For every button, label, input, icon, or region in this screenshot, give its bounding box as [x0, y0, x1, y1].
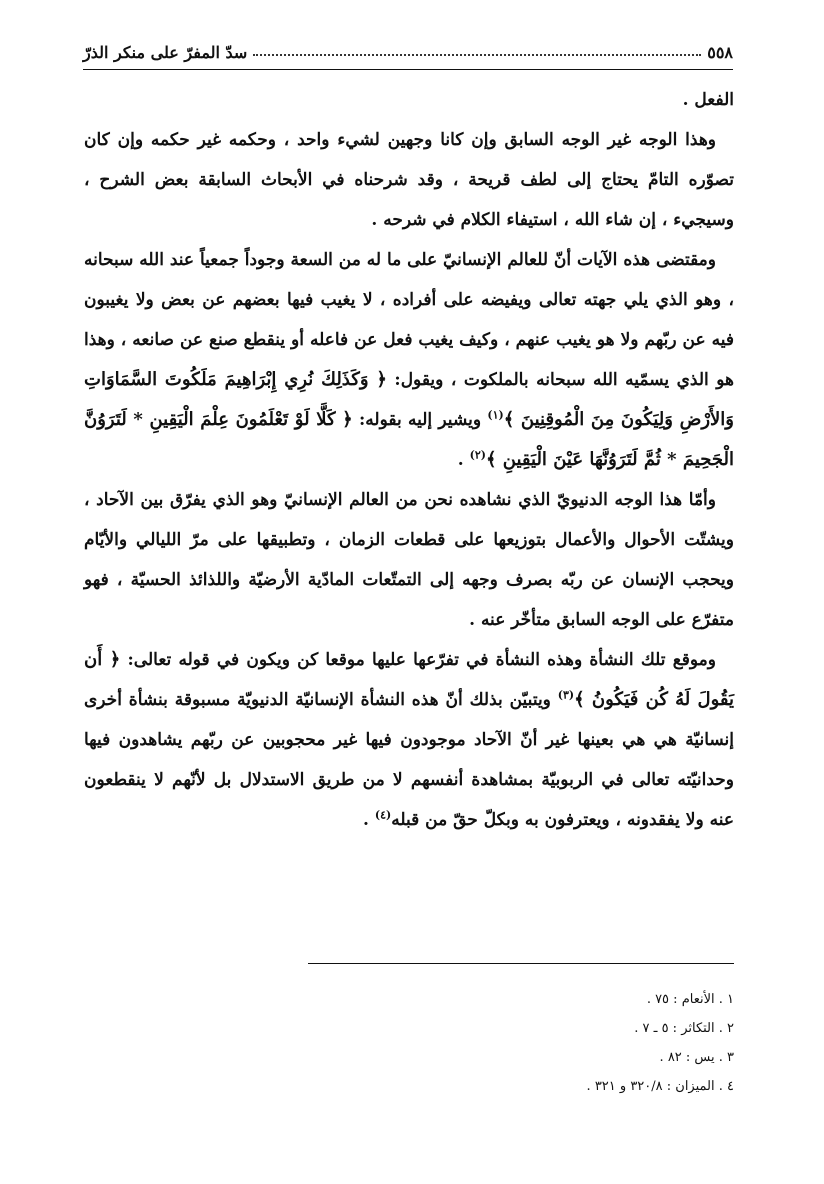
paragraph [84, 240, 734, 480]
text-run: الفعل . [682, 90, 734, 110]
text-run: ويتبيّن بذلك أنّ هذه النشأة الإنسانيّة الدنيويّة مسبوقة بنشأة أخرى إنسانيّة هي هي بعينها غير أنّ الآحاد موجودون فيها غير محجوبين عن ربّهم يشاهدون فيها وحدانيّته تعالى في الربوبيّة بمشاهدة أنفسهم لا من طريق الاستدلال بل لأنّهم لا ينقطعون عنه ولا يفقدونه ، ويعترفون به وبكلّ حقّ من قبله [84, 690, 734, 830]
text-run: ومقتضى هذه الآيات أنّ للعالم الإنسانيّ على ما له من السعة وجوداً جمعياً عند الله سبحانه ، وهو الذي يلي جهته تعالى ويفيضه على أفراده ، لا يغيب فيها بعضهم عن بعض ولا يغيبون فيه عن ربّهم ولا هو يغيب عنهم ، وكيف يغيب فعل عن فاعله أو ينقطع صنع عن صانعه ، وهذا هو الذي يسمّيه الله سبحانه بالملكوت ، ويقول: [84, 250, 734, 390]
text-run: وأمّا هذا الوجه الدنيويّ الذي نشاهده نحن من العالم الإنسانيّ وهو الذي يفرّق بين الآحاد ، ويشتّت الأحوال والأعمال بتوزيعها على قطعات الزمان ، وتطبيقها على مرّ الليالي والأيّام ويحجب الإنسان عن ربّه بصرف وجهه إلى التمتّعات المادّية الأرضيّة واللذائذ الحسيّة ، فهو متفرّع على الوجه السابق متأخّر عنه . [84, 490, 734, 630]
running-title: سدّ المفرّ على منكر الذرّ [83, 43, 248, 62]
text-run: وموقع تلك النشأة وهذه النشأة في تفرّعها عليها موقعا كن ويكون في قوله تعالى: [120, 650, 716, 670]
text-run: ويشير إليه بقوله: [352, 410, 488, 430]
footnote: ١ . الأنعام : ٧٥ . [646, 992, 734, 1007]
quran-verse: ﴿ وَكَذَلِكَ نُرِي إِبْرَاهِيمَ مَلَكُوتَ السَّمَاوَاتِ وَالأَرْضِ وَلِيَكُونَ مِنَ الْمُوقِنِينَ ﴾ [84, 369, 734, 430]
text-run: وهذا الوجه غير الوجه السابق وإن كانا وجهين لشيء واحد ، وحكمه غير حكمه وإن كان تصوّره التامّ يحتاج إلى لطف قريحة ، وقد شرحناه في الأبحاث السابقة بعض الشرح ، وسيجيء ، إن شاء الله ، استيفاء الكلام في شرحه . [84, 130, 734, 230]
footnote: ٢ . التكاثر : ٥ ـ ٧ . [634, 1021, 734, 1036]
paragraph [84, 120, 734, 240]
footnote-reference: (٤) [374, 808, 392, 822]
paragraph [84, 640, 734, 840]
footnote-reference: (٢) [469, 448, 486, 462]
quran-verse: ﴿ أَن يَقُولَ لَهُ كُن فَيَكُونُ ﴾ [84, 649, 734, 710]
footnotes [84, 985, 734, 1101]
paragraph [84, 480, 734, 640]
text-run: . [457, 450, 470, 470]
page-number: ٥٥٨ [707, 43, 733, 62]
header-dot-leader [253, 53, 701, 56]
footnote: ٤ . الميزان : ٣٢٠/٨ و ٣٢١ . [586, 1079, 734, 1094]
header-divider [83, 69, 733, 70]
paragraph [84, 80, 734, 120]
footnote: ٣ . يس : ٨٢ . [659, 1050, 734, 1065]
main-text [84, 80, 734, 840]
footnote-divider [308, 963, 734, 964]
footnote-reference: (١) [487, 408, 504, 422]
footnote-reference: (٣) [557, 688, 575, 702]
quran-verse: ﴿ كَلَّا لَوْ تَعْلَمُونَ عِلْمَ الْيَقِينِ * لَتَرَوُنَّ الْجَحِيمَ * ثُمَّ لَتَرَوُنَّهَا عَيْنَ الْيَقِينِ ﴾ [84, 409, 734, 470]
running-header [83, 32, 733, 62]
text-run: . [363, 810, 375, 830]
